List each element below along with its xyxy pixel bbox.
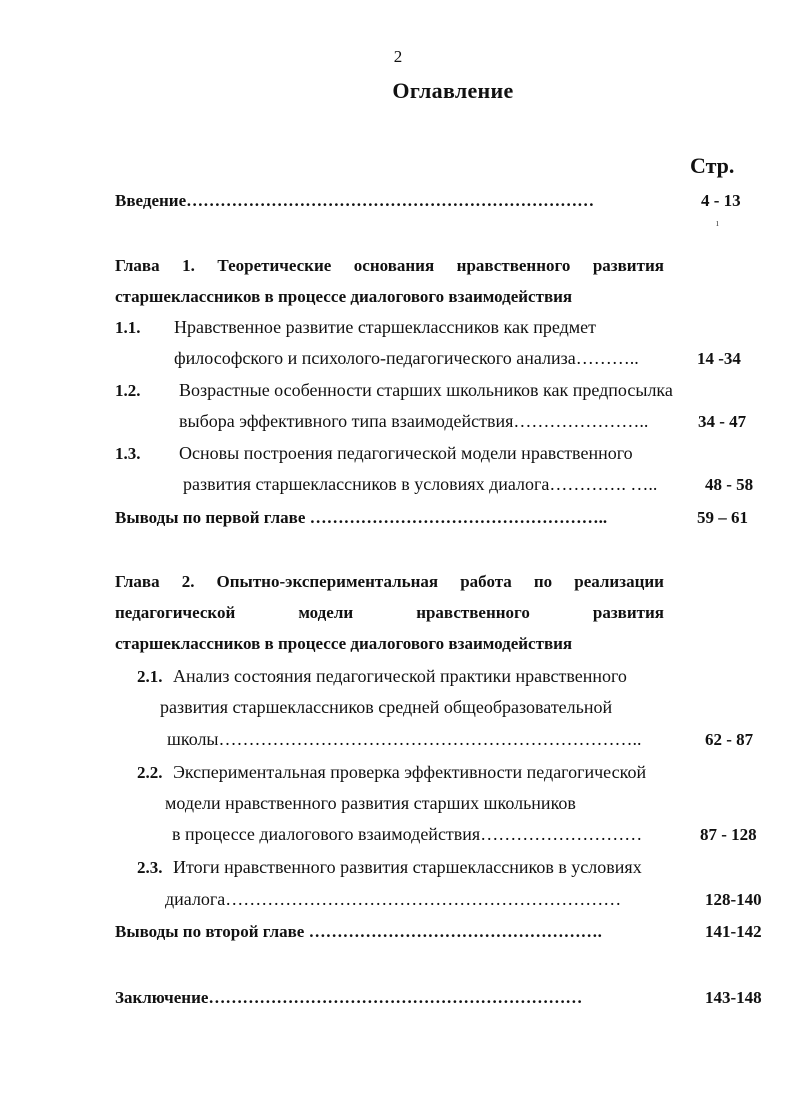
section-title-line[interactable]: философского и психолого-педагогического анализа……….. xyxy=(174,348,639,368)
chapter2-heading-line3[interactable]: старшеклассников в процессе диалогового взаимодействия xyxy=(115,634,573,653)
heading-word: нравственного xyxy=(456,256,571,275)
section-number: 2.2. xyxy=(137,763,163,782)
section-title-line[interactable]: Итоги нравственного развития старшеклассников в условиях xyxy=(173,857,642,877)
section-number: 2.3. xyxy=(137,858,163,877)
heading-word: Теоретические xyxy=(217,256,332,275)
section-number: 1.3. xyxy=(115,444,141,463)
section-number: 1.1. xyxy=(115,318,141,337)
section-pages: 62 - 87 xyxy=(705,730,754,749)
toc-chapter2-conclusions[interactable]: Выводы по второй главе ……………………………………………. xyxy=(115,922,602,941)
section-title-line[interactable]: Нравственное развитие старшеклассников как предмет xyxy=(174,317,597,337)
heading-word: развития xyxy=(592,603,664,622)
section-title-line[interactable]: школы…………………………………………………………….. xyxy=(167,729,642,749)
section-pages: 48 - 58 xyxy=(705,475,754,494)
toc-chapter1-conclusions[interactable]: Выводы по первой главе …………………………………………….. xyxy=(115,508,608,527)
heading-word: Глава xyxy=(115,256,160,275)
section-title-line[interactable]: выбора эффективного типа взаимодействия………………….. xyxy=(179,411,649,431)
section-title-line[interactable]: диалога………………………………………………………… xyxy=(165,889,622,909)
page-column-label: Стр. xyxy=(690,153,735,178)
heading-word: реализации xyxy=(574,572,664,591)
toc-conclusion-pages: 143-148 xyxy=(705,988,762,1007)
page-title: Оглавление xyxy=(392,78,514,103)
section-title-line[interactable]: модели нравственного развития старших школьников xyxy=(165,793,576,813)
heading-word: 2. xyxy=(181,572,195,591)
scan-mark: ı xyxy=(716,218,719,229)
heading-word: развития xyxy=(592,256,664,275)
chapter1-heading-line2[interactable]: старшеклассников в процессе диалогового взаимодействия xyxy=(115,287,573,306)
section-pages: 34 - 47 xyxy=(698,412,747,431)
section-title-line[interactable]: Экспериментальная проверка эффективности педагогической xyxy=(173,762,647,782)
section-title-line[interactable]: в процессе диалогового взаимодействия……………………… xyxy=(172,824,643,844)
section-title-line[interactable]: Основы построения педагогической модели нравственного xyxy=(179,443,633,463)
toc-intro-pages: 4 - 13 xyxy=(701,191,741,210)
section-title-line[interactable]: Анализ состояния педагогической практики нравственного xyxy=(173,666,627,686)
chapter2-heading-line1[interactable] xyxy=(115,572,664,592)
toc-chapter2-conclusions-pages: 141-142 xyxy=(705,922,762,941)
heading-word: Глава xyxy=(115,572,160,591)
section-title-line[interactable]: развития старшеклассников в условиях диалога…………. ….. xyxy=(183,474,658,494)
heading-word: по xyxy=(533,572,553,591)
page-number: 2 xyxy=(393,47,403,66)
heading-word: работа xyxy=(460,572,512,591)
heading-word: 1. xyxy=(182,256,195,275)
section-number: 2.1. xyxy=(137,667,163,686)
section-pages: 14 -34 xyxy=(697,349,741,368)
toc-chapter1-conclusions-pages: 59 – 61 xyxy=(697,508,748,527)
heading-word: нравственного xyxy=(416,603,530,622)
toc-intro[interactable]: Введение……………………………………………………………… xyxy=(115,191,595,210)
section-title-line[interactable]: Возрастные особенности старших школьников как предпосылка xyxy=(179,380,673,400)
section-pages: 128-140 xyxy=(705,890,762,909)
heading-word: модели xyxy=(298,603,354,622)
section-pages: 87 - 128 xyxy=(700,825,757,844)
heading-word: основания xyxy=(353,256,435,275)
heading-word: Опытно-экспериментальная xyxy=(216,572,439,591)
section-number: 1.2. xyxy=(115,381,141,400)
heading-word: педагогической xyxy=(115,603,236,622)
chapter2-heading-line2[interactable] xyxy=(115,603,664,623)
toc-conclusion[interactable]: Заключение………………………………………………………… xyxy=(115,988,583,1007)
section-title-line[interactable]: развития старшеклассников средней общеобразовательной xyxy=(160,697,613,717)
chapter1-heading-line1[interactable] xyxy=(115,256,664,276)
